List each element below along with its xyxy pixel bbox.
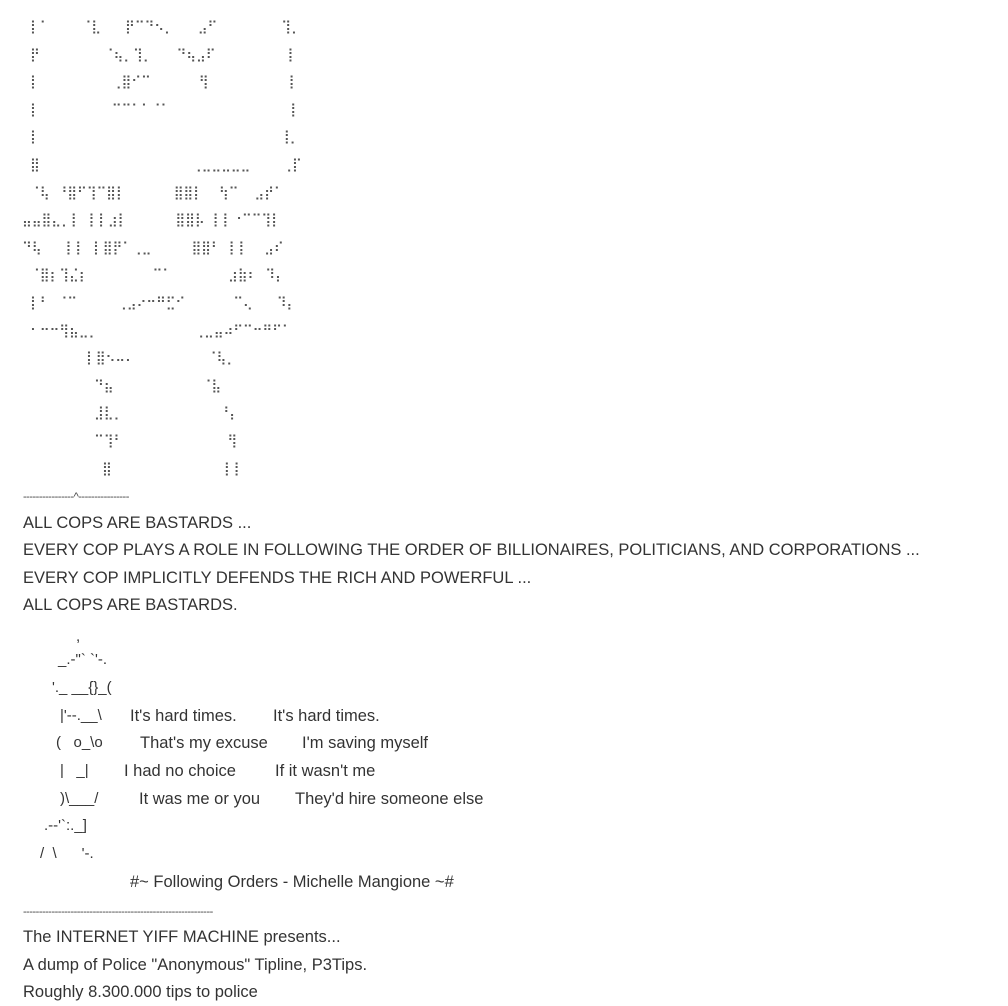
figure-line: / \ '-. <box>40 845 94 862</box>
separator-caret: ----------------^---------------- <box>23 491 129 503</box>
figure-line: ( o_\o <box>56 734 103 751</box>
figure-line: '._ __{}_( <box>52 679 112 696</box>
braille-ascii-art: ⡇⠁ ⠈⣇ ⡟⠉⠙⠢⡀ ⣠⠋ ⢹⡀ ⡟ ⠈⢦⡀⢹⡀ ⠙⢦⣠⠏ ⡇ ⡇ ⢀⣿⠊⠉ ⢻ ⡇ ⡇ ⠉⠉⠁⠁⠈⠁ ⡇ ⡇ ⢸⡀ ⣿ ⢀⣀⣀⣀⣀⣀ ⢀⡏ ⠈⢧ ⠘⣿⠋⢹⠉⣿⡇ ⣿⣿⡇ ⢳⠉ ⣠⡞⠁ ⣤⣤⣿⣄⡀⡇ ⡇⡇⣰⡇ ⣿⣿⡧ ⡇⡇⠐⠉⠉⢹⡇ ⠙⢧ ⡇⡇ ⡇⣿⡟⠁⢀⣀ ⣿⣿⠃ ⡇⡇ ⣠⠎ ⠈⣿⡆⢹⣌⡆ ⠉⠁ ⣰⣷⠆ ⠹⡄ ⡇⠃ ⠈⠉ ⢀⣠⠔⠒⠛⣋⠊ ⠉⢄ ⠹⡄ ⠂⠒⠒⢻⣦⣀⡀ ⢀⣀⣤⠴⠋⠉⠒⠛⠋⠁ ⡇⣿⠢⠤⠄ ⠈⢧⡀ ⠙⣦ ⠈⣧ ⣸⣇⡀ ⠘⡄ ⠉⢹⠃ ⢻ ⣿ ⡇⡇ <box>22 20 302 477</box>
statement-line-4: ALL COPS ARE BASTARDS. <box>23 596 238 614</box>
lyric-right: It's hard times. <box>273 707 380 725</box>
figure-line: _.-"` `'-. <box>58 651 108 668</box>
statement-line-3: EVERY COP IMPLICITLY DEFENDS THE RICH AND POWERFUL ... <box>23 569 532 587</box>
figure-line: )\___/ <box>60 790 99 807</box>
statement-line-1: ALL COPS ARE BASTARDS ... <box>23 514 252 532</box>
lyric-left: I had no choice <box>124 762 236 780</box>
separator-dashes: ------------------------------------------------------------ <box>23 906 213 918</box>
lyric-right: If it wasn't me <box>275 762 376 780</box>
figure-line: .--'`:._] <box>44 817 87 834</box>
lyric-right: I'm saving myself <box>302 734 429 752</box>
footer-line-2: A dump of Police "Anonymous" Tipline, P3Tips. <box>23 956 368 974</box>
lyric-left: That's my excuse <box>140 734 268 752</box>
lyric-left: It was me or you <box>139 790 261 808</box>
footer-line-1: The INTERNET YIFF MACHINE presents... <box>23 928 341 946</box>
figure-line: | _| <box>60 762 89 779</box>
figure-line: , <box>76 628 81 645</box>
figure-line: |'--.__\ <box>60 707 102 724</box>
lyric-left: It's hard times. <box>130 707 237 725</box>
song-credit: #~ Following Orders - Michelle Mangione ~# <box>130 873 454 891</box>
statement-line-2: EVERY COP PLAYS A ROLE IN FOLLOWING THE ORDER OF BILLIONAIRES, POLITICIANS, AND CORPORATIONS ... <box>23 541 920 559</box>
footer-line-3: Roughly 8.300.000 tips to police <box>23 983 258 1001</box>
lyric-right: They'd hire someone else <box>295 790 484 808</box>
